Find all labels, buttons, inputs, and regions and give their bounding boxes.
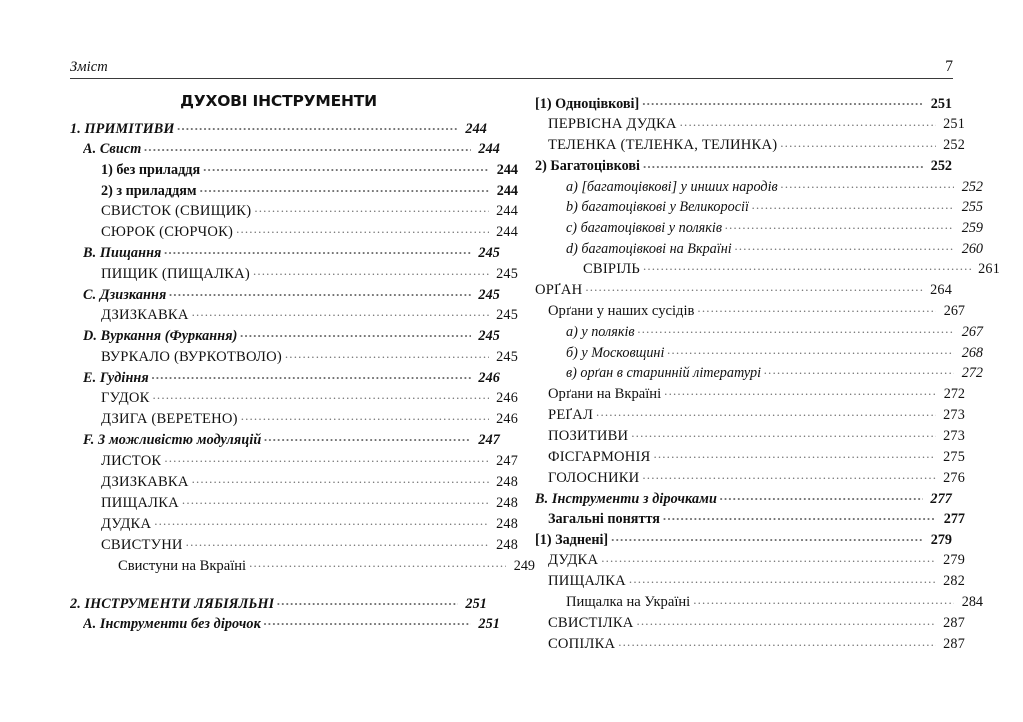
toc-entry-page: 284 [961,594,983,611]
dot-leader [182,493,489,507]
toc-entry[interactable] [535,570,965,591]
toc-entry-label: ТЕЛЕ́НКА (ТЕЛЕ́НКА, ТЕЛИ́НКА) [548,138,778,153]
dot-leader [192,472,489,486]
toc-entry-page: 277 [930,490,952,507]
toc-entry[interactable] [70,428,500,449]
toc-entry-label: ДЗИЗКАВКА [101,308,189,323]
toc-entry-label: ПОЗИТИВИ [548,428,629,444]
toc-entry[interactable] [70,470,518,491]
toc-entry-page: 245 [496,265,518,282]
toc-entry-label: ПИЩИК (ПИЩАЛКА) [101,266,250,282]
dot-leader [637,613,937,627]
toc-entry-page: 245 [478,328,500,345]
toc-entry-page: 261 [978,261,1000,278]
toc-entry[interactable] [70,612,500,633]
toc-entry-label: ГУДОК [101,391,150,406]
dot-leader [642,94,923,108]
dot-leader [240,326,471,340]
toc-entry[interactable] [70,491,518,512]
toc-entry[interactable] [535,299,965,320]
page-number-folio: 7 [945,58,953,75]
toc-entry-page: 244 [496,203,518,220]
toc-entry-label: ДЗИГА (ВЕРЕТЕНО) [101,412,238,427]
dot-leader [643,156,923,170]
toc-entry[interactable] [70,241,500,262]
dot-leader [285,347,489,361]
toc-entry-page: 260 [961,240,983,257]
toc-entry[interactable] [535,196,983,217]
toc-entry-page: 248 [496,494,518,511]
dot-leader [663,509,936,523]
toc-entry[interactable] [535,216,983,237]
dot-leader [735,238,954,252]
toc-entry-page: 247 [496,452,518,469]
toc-entry[interactable] [70,324,500,345]
toc-entry-label: а) у поляків [566,325,635,340]
dot-leader [200,180,489,194]
dot-leader [643,259,971,273]
toc-columns [70,92,1000,653]
dot-leader [264,614,471,628]
toc-entry-page: 245 [478,286,500,303]
toc-entry-page: 279 [930,531,952,548]
toc-entry-label: C. Дзизкання [83,287,167,302]
toc-entry-label: ПИЩАЛКА [101,495,179,511]
toc-entry-label: б) у Московщині [566,345,665,360]
dot-leader [764,363,954,377]
toc-entry-label: СОПІЛКА [548,637,616,652]
toc-entry-page: 272 [961,365,983,382]
toc-entry-page: 251 [930,95,952,112]
toc-entry-label: ФІСГАРМОНІЯ [548,449,651,465]
toc-entry[interactable] [535,113,965,134]
toc-entry[interactable] [535,528,952,549]
toc-entry[interactable] [70,179,518,200]
page-body [70,58,1000,653]
toc-entry[interactable] [535,487,952,508]
toc-entry-label: E. Гудіння [83,370,149,385]
dot-leader [618,634,936,648]
toc-entry-page: 287 [943,615,965,632]
toc-entry-label: ПИЩАЛКА [548,574,626,589]
toc-entry-label: ДЗИЗКАВКА [101,474,189,490]
dot-leader [253,263,489,277]
toc-entry-label: РЕҐАЛ [548,407,594,423]
toc-entry[interactable] [535,134,965,155]
toc-entry-label: Пищалка на Україні [566,595,691,610]
toc-entry-page: 246 [478,369,500,386]
toc-entry[interactable] [70,117,487,138]
toc-entry[interactable] [70,386,518,407]
toc-entry-page: 246 [496,390,518,407]
toc-entry-page: 273 [943,427,965,444]
running-head [70,58,953,79]
toc-entry[interactable] [535,175,983,196]
dot-leader [169,284,471,298]
toc-entry-label: 2) з приладдям [101,183,197,198]
toc-entry[interactable] [70,283,500,304]
toc-entry[interactable] [535,591,983,612]
toc-entry-label: ДУДКА [101,516,152,532]
toc-entry[interactable] [70,220,518,241]
dot-leader [697,301,936,315]
toc-entry[interactable] [535,155,952,176]
toc-entry-label: ЛИСТОК [101,453,162,469]
toc-entry[interactable] [70,512,518,533]
toc-entry-page: 248 [496,473,518,490]
toc-entry-page: 244 [496,161,518,178]
toc-entry[interactable] [70,262,518,283]
dot-leader [693,592,954,606]
toc-entry-label: Свистуни на Вкраїні [118,558,247,574]
toc-entry-page: 276 [943,469,965,486]
dot-leader [177,119,458,133]
dot-leader [752,197,954,211]
dot-leader [254,201,489,215]
dot-leader [186,534,489,548]
toc-entry-label: [1) Заднені] [535,532,609,548]
toc-entry-page: 264 [930,282,952,299]
dot-leader [585,280,923,294]
toc-entry[interactable] [535,549,965,570]
toc-entry-page: 244 [478,141,500,158]
dot-leader [601,550,936,564]
toc-entry[interactable] [70,592,487,613]
dot-leader [154,513,489,527]
toc-entry-page: 251 [478,616,500,633]
dot-leader [164,451,489,465]
toc-entry[interactable] [535,320,983,341]
dot-leader [203,160,489,174]
dot-leader [667,342,954,356]
toc-entry-page: 244 [496,182,518,199]
toc-entry-label: СВИСТОК (СВИЩИК) [101,204,252,219]
toc-entry[interactable] [535,612,965,633]
dot-leader [611,530,923,544]
toc-entry-label: 1) без приладдя [101,162,201,178]
dot-leader [277,593,458,607]
toc-entry[interactable] [535,466,965,487]
toc-entry[interactable] [535,633,965,654]
toc-entry[interactable] [535,92,952,113]
toc-entry-page: 245 [496,348,518,365]
toc-entry-page: 246 [496,411,518,428]
dot-leader [596,405,936,419]
toc-entry-page: 245 [478,245,500,262]
toc-entry-page: 251 [943,116,965,133]
toc-entry-label: ОРҐАН [535,283,583,298]
dot-leader [264,430,471,444]
toc-entry-label: F. З можливістю модуляцій [83,433,262,448]
dot-leader [664,384,936,398]
dot-leader [164,243,471,257]
toc-entry-page: 252 [943,137,965,154]
toc-entry-page: 245 [496,307,518,324]
toc-entry-page: 287 [943,636,965,653]
toc-entry-page: 244 [496,224,518,241]
toc-spacer [70,575,487,592]
toc-entry-label: Орґани на Вкраїні [548,386,662,402]
toc-entry-page: 267 [961,324,983,341]
toc-entry[interactable] [535,424,965,445]
toc-entry[interactable] [535,278,952,299]
dot-leader [680,114,936,128]
toc-entry-label: ГОЛОСНИКИ [548,470,640,486]
toc-entry[interactable] [70,345,518,366]
toc-entry-page: 272 [943,385,965,402]
toc-entry-page: 259 [961,220,983,237]
dot-leader [153,388,489,402]
toc-entry-label: СВІРІЛЬ [583,262,640,277]
toc-entry-label: Орґани у наших сусідів [548,304,695,319]
toc-entry-page: 247 [478,432,500,449]
dot-leader [152,367,471,381]
toc-entry-label: D. Вуркання (Фуркання) [83,329,238,344]
toc-list-left [70,117,535,633]
toc-entry-label: 2. ІНСТРУМЕНТИ ЛЯБІЯЛЬНІ [70,596,275,611]
toc-entry-page: 249 [513,557,535,574]
dot-leader [236,222,489,236]
dot-leader [725,218,954,232]
toc-entry-label: c) багатоцівкові у поляків [566,221,722,236]
dot-leader [249,555,506,569]
toc-entry-page: 282 [943,573,965,590]
dot-leader [192,305,489,319]
toc-entry-page: 251 [465,595,487,612]
toc-entry-label: Загальні поняття [548,512,660,527]
toc-entry[interactable] [535,237,983,258]
dot-leader [780,135,936,149]
toc-entry-label: 2) Багатоцівкові [535,159,640,174]
toc-entry[interactable] [535,507,965,528]
dot-leader [144,139,471,153]
toc-entry[interactable] [70,554,535,575]
toc-entry-page: 248 [496,536,518,553]
toc-entry-label: b) багатоцівкові у Великоросії [566,200,749,215]
toc-column-right [535,92,1000,653]
toc-entry[interactable] [535,341,983,362]
toc-entry[interactable] [535,382,965,403]
section-heading: ДУХОВІ ІНСТРУМЕНТИ [180,92,377,110]
toc-entry-page: 273 [943,406,965,423]
toc-entry[interactable] [535,403,965,424]
toc-entry-label: СВИСТУНИ [101,537,183,553]
toc-entry-label: A. Інструменти без дірочок [83,617,261,632]
toc-entry[interactable] [70,158,518,179]
toc-entry-page: 252 [930,158,952,175]
dot-leader [631,426,936,440]
toc-entry[interactable] [70,449,518,470]
toc-entry-page: 279 [943,552,965,569]
toc-entry-label: СВИСТІЛКА [548,616,634,631]
toc-entry-page: 268 [961,344,983,361]
toc-entry[interactable] [535,257,1000,278]
toc-entry-label: ПЕРВІСНА ДУДКА [548,117,677,132]
toc-entry-page: 244 [465,120,487,137]
toc-entry-label: ВУРКАЛО (ВУРКОТВОЛО) [101,349,282,365]
toc-entry-label: d) багатоцівкові на Вкраїні [566,241,732,256]
toc-list-right [535,92,1000,653]
toc-entry[interactable] [70,407,518,428]
toc-entry-page: 252 [961,178,983,195]
toc-entry-label: в) орґан в старинній літературі [566,366,762,381]
toc-entry[interactable] [70,303,518,324]
dot-leader [653,447,936,461]
toc-entry[interactable] [535,445,965,466]
dot-leader [241,409,489,423]
toc-entry-label: a) [багатоцівкові] у инших народів [566,179,778,195]
dot-leader [720,488,923,502]
toc-entry-page: 255 [961,199,983,216]
toc-entry-label: СЮРОК (СЮРЧОК) [101,225,234,240]
toc-entry-label: [1) Одноцівкові] [535,96,640,111]
toc-entry-label: 1. ПРИМІТИВИ [70,121,175,136]
running-head-title: Зміст [70,59,108,75]
toc-entry[interactable] [535,361,983,382]
toc-entry-label: ДУДКА [548,553,599,568]
toc-entry[interactable] [70,366,500,387]
toc-entry[interactable] [70,138,500,159]
toc-entry-page: 277 [943,511,965,528]
toc-entry-page: 275 [943,448,965,465]
toc-entry-page: 267 [943,303,965,320]
toc-entry[interactable] [70,533,518,554]
dot-leader [629,571,936,585]
toc-entry-page: 248 [496,515,518,532]
toc-column-left [70,92,535,653]
dot-leader [638,322,954,336]
toc-entry[interactable] [70,199,518,220]
dot-leader [642,468,936,482]
toc-entry-label: B. Інструменти з дірочками [535,491,717,506]
toc-entry-label: B. Пищання [83,246,162,261]
toc-entry-label: A. Свист [83,142,142,157]
dot-leader [781,177,954,191]
